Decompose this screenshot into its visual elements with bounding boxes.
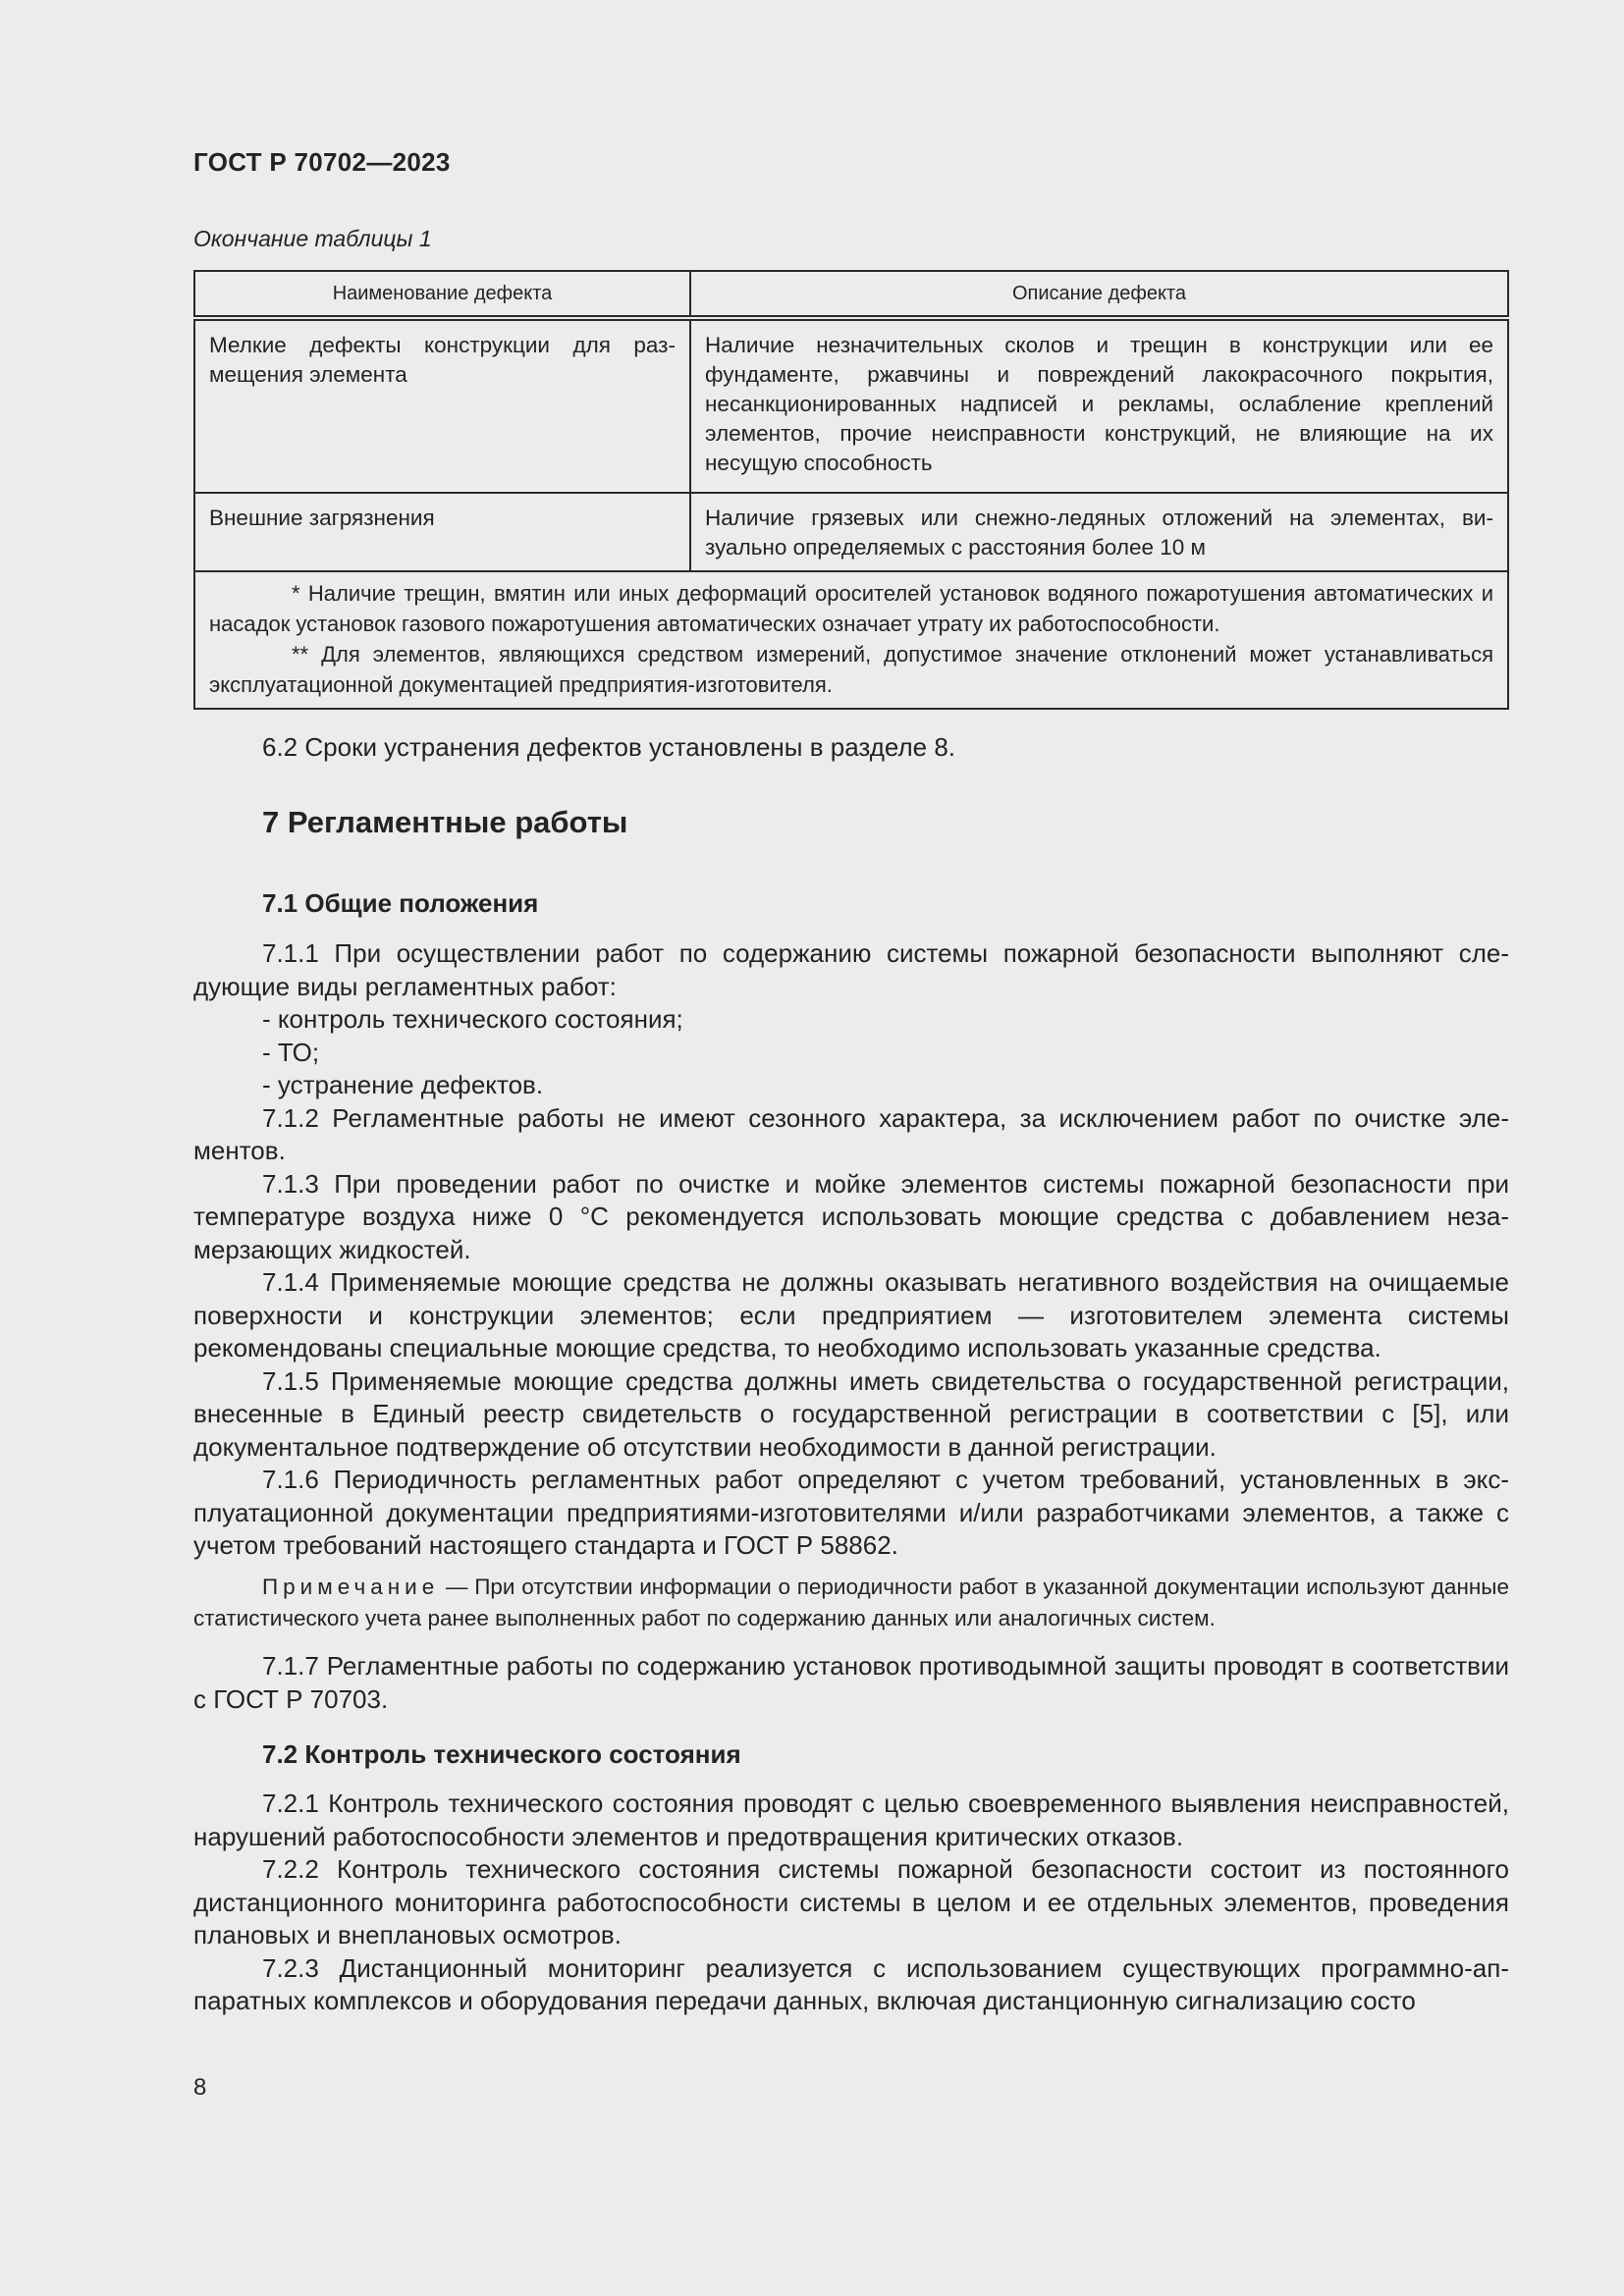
footnote-1: * Наличие трещин, вмятин или иных деформаций оросителей установок водяного пожаротушения автоматических и насадок установок газового пожаротушения автоматических означает утрату их работоспособности. bbox=[209, 581, 1493, 636]
list-item: - контроль технического состояния; bbox=[262, 1004, 683, 1034]
note-paragraph bbox=[193, 1572, 1509, 1634]
paragraph-6-2-block bbox=[193, 731, 1509, 765]
table-row bbox=[194, 493, 1508, 571]
paragraph-7-1-6: 7.1.6 Периодичность регламентных работ определяют с учетом требований, установленных в эксплуатационной документации предприятиями-изготовителями и/или разработчиками элементов, а также с учетом требований настоящего стандарта и ГОСТ Р 58862. bbox=[193, 1465, 1509, 1560]
paragraph-7-1-5: 7.1.5 Применяемые моющие средства должны иметь свидетельства о государственной регистрации, внесенные в Единый реестр свидетельств о государственной регистрации в соответствии с [5], или документальное подтверждение об отсутствии необходимости в данной регистрации. bbox=[193, 1365, 1509, 1462]
note-label: Примечание bbox=[262, 1575, 440, 1599]
paragraph-7-1-7-block bbox=[193, 1650, 1509, 1716]
page-number: 8 bbox=[193, 2074, 207, 2101]
section-7-title: 7 Регламентные работы bbox=[262, 805, 628, 839]
paragraph-7-1-4: 7.1.4 Применяемые моющие средства не должны оказывать негативного воздействия на очищаемые поверхности и конструкции элементов; если предприятием — изготовителем элемента системы рекомендованы специальные моющие средства, то необходимо использовать указанные средства. bbox=[193, 1267, 1509, 1362]
paragraph-7-1-7: 7.1.7 Регламентные работы по содержанию установок противодымной защиты проводят в соответствии с ГОСТ Р 70703. bbox=[193, 1651, 1509, 1714]
defect-name-cell: Внешние загрязнения bbox=[194, 493, 690, 571]
defect-description-cell: Наличие незначительных сколов и трещин в конструкции или ее фундаменте, ржавчины и повреждений лакокрасочного покрытия, несанкционированных надписей и рекламы, ослабление креплений элементов, прочие неисправности конструкций, не влияющие на их несущую способность bbox=[690, 318, 1508, 493]
section-7-1-body bbox=[193, 937, 1509, 1563]
table-caption: Окончание таблицы 1 bbox=[193, 226, 432, 251]
document-page bbox=[193, 0, 1509, 2296]
list-item: - ТО; bbox=[262, 1037, 320, 1067]
section-7-2-body bbox=[193, 1788, 1509, 2018]
subsection-7-2-title: 7.2 Контроль технического состояния bbox=[262, 1739, 741, 1769]
defect-description-cell: Наличие грязевых или снежно-ледяных отложений на элементах, визуально определяемых с расстояния более 10 м bbox=[690, 493, 1508, 571]
table-footnotes bbox=[194, 571, 1508, 709]
note-block bbox=[193, 1572, 1509, 1634]
paragraph-7-1-3: 7.1.3 При проведении работ по очистке и мойке элементов системы пожарной безопасности при температуре воздуха ниже 0 °С рекомендуется использовать моющие средства с добавлением незамерзающих жидкостей. bbox=[193, 1168, 1509, 1264]
note-text: — При отсутствии информации о периодичности работ в указанной документации используют данные статистического учета ранее выполненных работ по содержанию данных или аналогичных систем. bbox=[193, 1575, 1509, 1630]
footnote-2: ** Для элементов, являющихся средством измерений, допустимое значение отклонений может устанавливаться эксплуатационной документацией предприятия-изготовителя. bbox=[209, 642, 1493, 697]
column-header-name: Наименование дефекта bbox=[194, 271, 690, 318]
list-item: - устранение дефектов. bbox=[262, 1070, 544, 1099]
paragraph-6-2: 6.2 Сроки устранения дефектов установлены в разделе 8. bbox=[262, 732, 956, 762]
defect-name-cell: Мелкие дефекты конструкции для размещения элемента bbox=[194, 318, 690, 493]
table-header-row bbox=[194, 271, 1508, 318]
subsection-7-1-title: 7.1 Общие положения bbox=[262, 888, 539, 918]
paragraph-7-1-1: 7.1.1 При осуществлении работ по содержанию системы пожарной безопасности выполняют следующие виды регламентных работ: bbox=[193, 938, 1509, 1001]
column-header-description: Описание дефекта bbox=[690, 271, 1508, 318]
paragraph-7-2-3: 7.2.3 Дистанционный мониторинг реализуется с использованием существующих программно-аппаратных комплексов и оборудования передачи данных, включая дистанционную сигнализацию состо bbox=[193, 1952, 1509, 2015]
table-row bbox=[194, 318, 1508, 493]
paragraph-7-2-1: 7.2.1 Контроль технического состояния проводят с целью своевременного выявления неисправностей, нарушений работоспособности элементов и предотвращения критических отказов. bbox=[193, 1789, 1509, 1851]
table-footnotes-row bbox=[194, 571, 1508, 709]
document-header: ГОСТ Р 70702—2023 bbox=[193, 147, 451, 177]
paragraph-7-2-2: 7.2.2 Контроль технического состояния системы пожарной безопасности состоит из постоянного дистанционного мониторинга работоспособности системы в целом и ее отдельных элементов, проведения плановых и внеплановых осмотров. bbox=[193, 1854, 1509, 1949]
paragraph-7-1-2: 7.1.2 Регламентные работы не имеют сезонного характера, за исключением работ по очистке элементов. bbox=[193, 1102, 1509, 1165]
defects-table bbox=[193, 270, 1509, 710]
